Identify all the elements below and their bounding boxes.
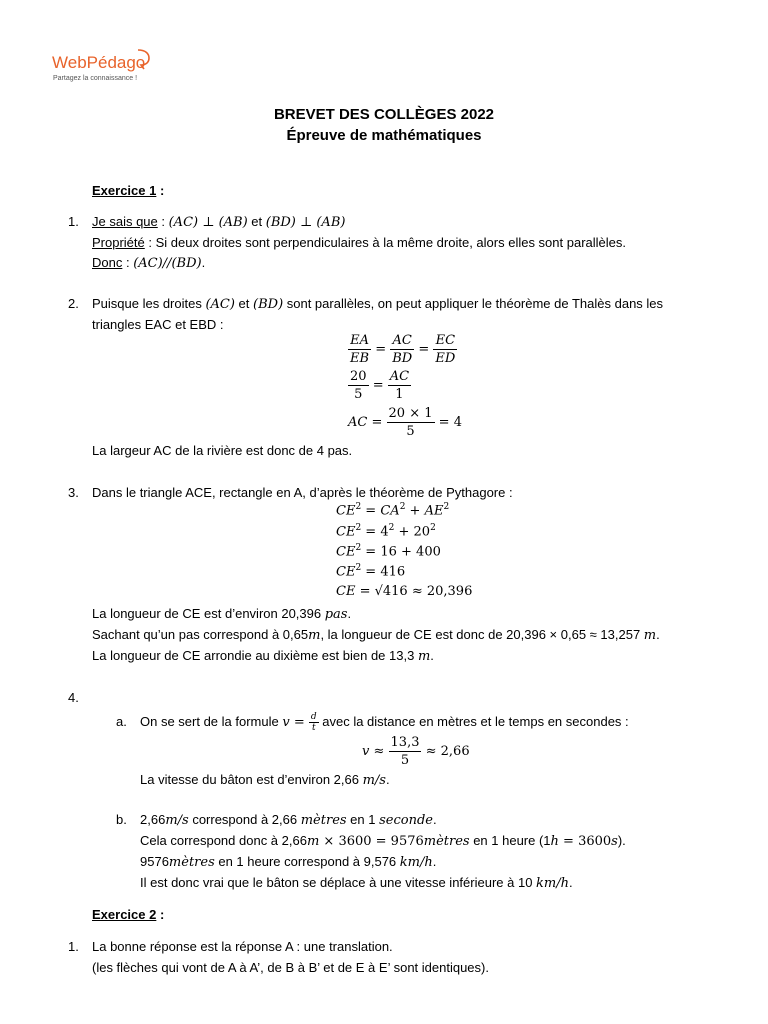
thales-values-equation: $\frac{20}{5}$ = $\frac{AC}{1}$	[350, 369, 410, 402]
q1-number: 1.	[68, 214, 79, 229]
exercise-1-heading: Exercice 1 :	[92, 183, 165, 198]
page-title: BREVET DES COLLÈGES 2022	[273, 106, 495, 123]
q2-line-1: Puisque les droites (AC) et (BD) sont parallèles, on peut appliquer le théorème de Thalès dans les	[92, 296, 664, 312]
q4-number: 4.	[68, 690, 79, 705]
ex2-q1-line-2: (les flèches qui vont de A à A’, de B à B’ et de E à E’ sont identiques).	[92, 960, 489, 975]
pythagore-eq-3: $CE^2 = 16 + 400$	[336, 543, 441, 560]
q4b-line-1: 2,66m/s correspond à 2,66 mètres en 1 seconde.	[140, 812, 437, 828]
q4b-line-3: 9576mètres en 1 heure correspond à 9,576 km/h.	[140, 854, 437, 870]
logo-bubble-icon	[135, 48, 151, 70]
q4a-line-2: La vitesse du bâton est d’environ 2,66 m/s.	[140, 772, 390, 788]
q4a-line-1: On se sert de la formule v = $\frac{d}{t}$ avec la distance en mètres et le temps en secondes :	[140, 712, 629, 733]
exercise-2-heading: Exercice 2 :	[92, 907, 165, 922]
pythagore-eq-5: CE = √416 ≈ 20,396	[336, 584, 473, 599]
ex2-q1-number: 1.	[68, 939, 79, 954]
pythagore-eq-2: $CE^2 = 4^2 + 20^2$	[336, 523, 436, 540]
q1-line-2: Propriété : Si deux droites sont perpendiculaires à la même droite, alors elles sont parallèles.	[92, 235, 626, 250]
q4b-line-2: Cela correspond donc à 2,66m × 3600 = 9576mètres en 1 heure (1h = 3600s).	[140, 833, 626, 849]
q3-intro: Dans le triangle ACE, rectangle en A, d’après le théorème de Pythagore :	[92, 485, 513, 500]
q4b-line-4: Il est donc vrai que le bâton se déplace à une vitesse inférieure à 10 km/h.	[140, 875, 573, 891]
q3-number: 3.	[68, 485, 79, 500]
logo-slogan: Partagez la connaissance !	[53, 75, 138, 82]
ex2-q1-line-1: La bonne réponse est la réponse A : une translation.	[92, 939, 393, 954]
q2-line-2: triangles EAC et EBD :	[92, 317, 224, 332]
thales-result-equation: AC = $\frac{20 \times 1}{5}$ = 4	[348, 406, 462, 439]
q1-line-3: Donc : (AC)//(BD).	[92, 255, 206, 271]
q2-conclusion: La largeur AC de la rivière est donc de 4 pas.	[92, 443, 353, 458]
pythagore-eq-1: $CE^2 = CA^2 + AE^2$	[336, 502, 450, 519]
logo	[52, 52, 152, 86]
thales-ratio-equation: $\frac{EA}{EB}$ = $\frac{AC}{BD}$ = $\frac{EC}{ED}$	[350, 333, 456, 366]
q1-line-1: Je sais que : (AC) ⊥ (AB) et (BD) ⊥ (AB)	[92, 214, 346, 230]
q3-line-3: La longueur de CE arrondie au dixième est bien de 13,3 m.	[92, 648, 434, 664]
q2-number: 2.	[68, 296, 79, 311]
page-subtitle: Épreuve de mathématiques	[286, 127, 482, 144]
speed-equation: v ≈ $\frac{13,3}{5}$ ≈ 2,66	[362, 735, 470, 768]
logo-name: WebPédago	[52, 53, 146, 72]
q4a-letter: a.	[116, 714, 127, 729]
q3-line-1: La longueur de CE est d’environ 20,396 pas.	[92, 606, 352, 622]
q3-line-2: Sachant qu’un pas correspond à 0,65m, la longueur de CE est donc de 20,396 × 0,65 ≈ 13,257 m.	[92, 627, 660, 643]
q4b-letter: b.	[116, 812, 127, 827]
pythagore-eq-4: $CE^2 = 416$	[336, 563, 406, 580]
